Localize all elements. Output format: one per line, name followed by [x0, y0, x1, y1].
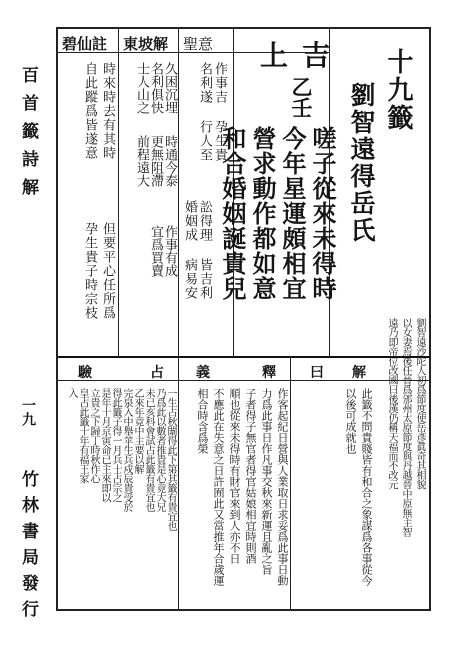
zhanyan-col-2: 乃爲此以數者推貴是心竟大兄	[154, 388, 165, 512]
sages-col-1: 作事吉 孕生貴	[212, 62, 227, 162]
publisher: 竹林書局發行	[18, 470, 38, 626]
dongpo-col-5: 更無阻滯	[148, 135, 163, 187]
zhanyan-col-9: 皇占此籤十年有福王家	[77, 388, 88, 483]
dongpo-col-4: 時通今泰	[162, 135, 177, 187]
shiyi-col-4: 順也從來未得時有財官來到人亦不日	[228, 388, 241, 564]
shiyi-col-5: 不應此在失意之日許囿此又當推年合歲運	[212, 388, 225, 586]
jieyue-col-2: 以後可成就也	[344, 388, 357, 454]
jieyue-header-1: 解	[352, 365, 366, 381]
story-note-2: 以女妻焉後任晉爲邠州太原節度與丹越晉中原無主智	[400, 318, 411, 537]
jieyue-header-2: 曰	[310, 365, 324, 381]
zhanyan-col-5: 完泉入中舉苹生兵戍辰貴受於	[121, 388, 132, 512]
lower-header-rule	[57, 380, 430, 381]
dongpo-col-8: 宜爲買賣	[148, 225, 163, 277]
grade-branch: 乙壬	[289, 76, 314, 118]
zhanyan-col-7: 是年十月京寅命已主來即以	[99, 388, 110, 502]
sages-col-4: 訟得理 皆吉利	[197, 200, 212, 300]
zhanyan-col-6: 得此籤子得一月兵士占宗之	[110, 388, 121, 502]
shiyi-col-3: 子者得子無官者得官姑娘相宜時則酒	[244, 388, 257, 564]
bixian-col-3: 但要平心任所爲	[100, 222, 115, 320]
dongpo-col-2: 名利俱快	[148, 62, 163, 114]
section-divider	[57, 356, 430, 358]
poem-line-1: 嗟子從來未得時	[308, 126, 337, 301]
shiyi-col-6: 相合時含爲榮	[196, 388, 209, 454]
sages-col-3: 婚姻成 病易安	[182, 200, 197, 300]
zhanyan-col-8: 立貴之下歸丁時秋作心	[88, 388, 99, 483]
poem-line-2: 今年星運頗相宜	[278, 126, 307, 301]
jieyue-col-1: 此籤不問貴賤皆有和合之象謀爲各事從今	[360, 388, 373, 586]
page-number: 一九	[20, 398, 36, 426]
poem-line-4: 和合婚姻誕貴兒	[218, 126, 247, 301]
grade-main: 上吉	[260, 39, 345, 72]
dongpo-col-6: 前程遠大	[134, 135, 149, 187]
shiyi-col-2: 力爲此事日作凡事交秋來新運且亂之旨	[260, 388, 273, 575]
dongpo-col-7: 作事有成	[162, 225, 177, 277]
divider-dongpo	[118, 28, 119, 356]
sages-header: 聖意	[183, 35, 214, 53]
book-title: 百首籤詩解	[18, 66, 38, 206]
poem-line-3: 營求動作都如意	[248, 126, 277, 301]
dongpo-header: 東坡解	[123, 35, 169, 53]
zhanyan-header-1: 占	[150, 365, 164, 381]
shiyi-header-2: 義	[196, 365, 210, 381]
dongpo-col-1: 久困沉埋	[162, 62, 177, 114]
zhanyan-col-3: 未已亥科會試占此籤有貴宜也	[143, 388, 154, 512]
bixian-col-2: 自此蹤爲皆遂意	[82, 62, 97, 160]
zhanyan-col-4: 乙來年竟中主要以解	[132, 388, 143, 474]
story-note-3: 遠乃即帝位改國曰後漢仍稱天福而不改元	[386, 318, 397, 489]
zhanyan-header-2: 驗	[78, 365, 92, 381]
shiyi-col-1: 作客起紀日營與人業取日求妥爲此事日動	[276, 388, 289, 586]
story-note-1: 劉智遠沙陀人初爲節度使岳彥眞奇其相貌	[414, 318, 425, 489]
divider-jieyue	[290, 357, 291, 610]
sages-col-2: 名利遂 行人至	[197, 62, 212, 162]
bixian-col-1: 時來時去有其時	[100, 62, 115, 160]
shiyi-header-1: 釋	[262, 365, 276, 381]
zhanyan-col-10: 入	[66, 388, 77, 398]
zhanyan-col-1: 一生占秋闈得此下第其籤有貴宜也	[165, 388, 176, 531]
bixian-col-4: 孕生貴子時宗枝	[82, 222, 97, 320]
lot-story: 劉智遠得岳氏	[347, 82, 376, 244]
bixian-header: 碧仙註	[62, 35, 108, 53]
divider-shiyi	[178, 357, 179, 610]
lot-number: 十九籤	[383, 48, 413, 132]
dongpo-col-3: 士人山之	[134, 62, 149, 114]
